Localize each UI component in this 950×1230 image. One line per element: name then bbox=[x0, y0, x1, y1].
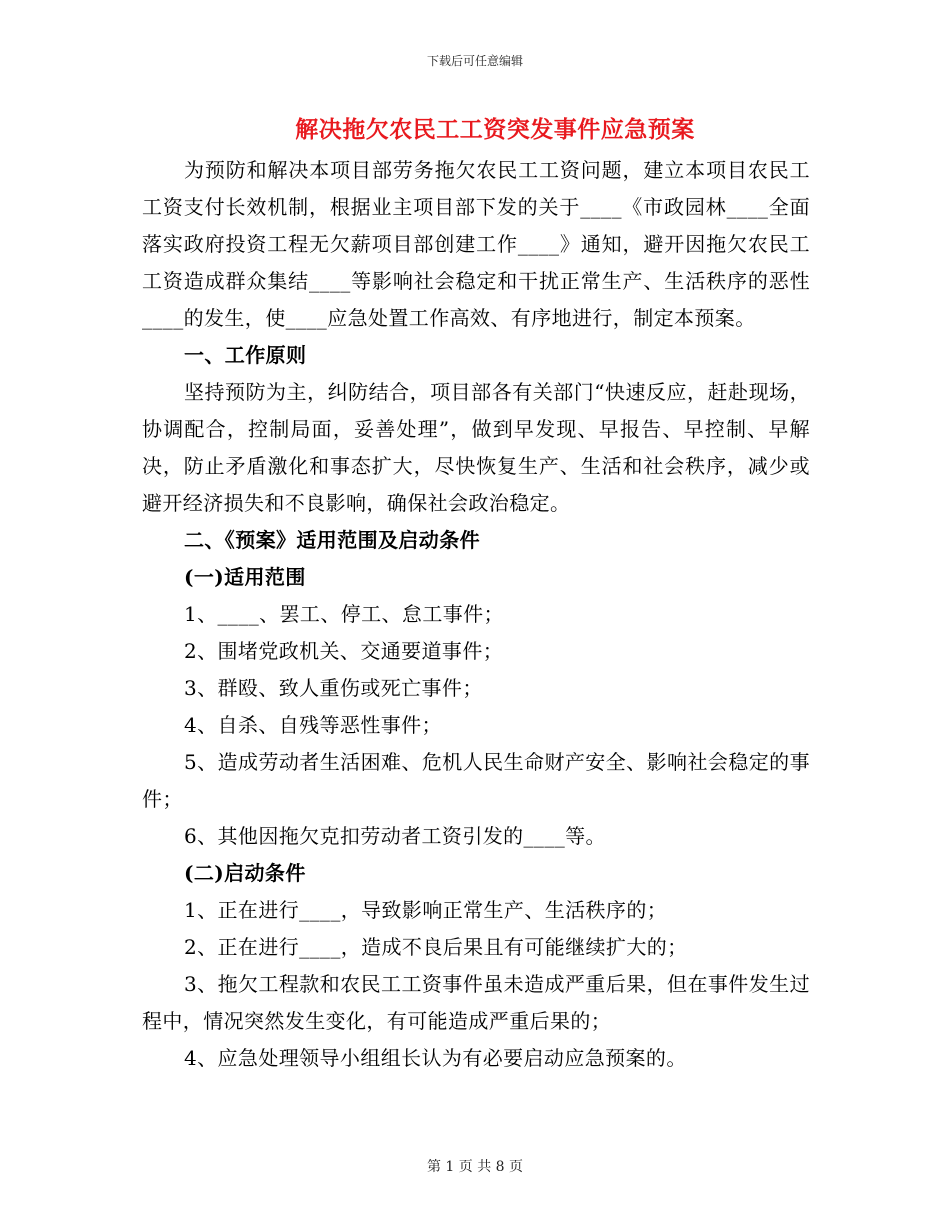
subsection-heading-conditions: (二)启动条件 bbox=[184, 861, 306, 885]
subsection-heading-scope: (一)适用范围 bbox=[184, 565, 306, 589]
page-header: 下载后可任意编辑 bbox=[426, 54, 523, 68]
condition-item: 3、拖欠工程款和农民工工资事件虽未造成严重后果，但在事件发生过程中，情况突然发生变化，有可能造成严重后果的； bbox=[142, 972, 810, 1033]
scope-item: 1、____、罢工、停工、怠工事件； bbox=[184, 602, 504, 626]
page-footer: 第 1 页 共 8 页 bbox=[426, 1159, 524, 1175]
intro-paragraph: 为预防和解决本项目部劳务拖欠农民工工资问题，建立本项目农民工工资支付长效机制，根据业主项目部下发的关于____《市政园林____全面落实政府投资工程无欠薪项目部创建工作____》通知，避开因拖欠农民工工资造成群众集结____等影响社会稳定和干扰正常生产、生活秩序的恶性____的发生，使____应急处置工作高效、有序地进行，制定本预案。 bbox=[142, 158, 810, 330]
condition-item: 4、应急处理领导小组组长认为有必要启动应急预案的。 bbox=[184, 1046, 687, 1070]
document-body bbox=[142, 152, 810, 1077]
section-heading-scope: 二、《预案》适用范围及启动条件 bbox=[184, 528, 480, 552]
condition-item: 2、正在进行____，造成不良后果且有可能继续扩大的； bbox=[184, 935, 688, 959]
section-heading-principles: 一、工作原则 bbox=[184, 343, 307, 367]
document-title: 解决拖欠农民工工资突发事件应急预案 bbox=[295, 116, 695, 143]
scope-item: 5、造成劳动者生活困难、危机人民生命财产安全、影响社会稳定的事件； bbox=[142, 750, 810, 811]
scope-item: 2、围堵党政机关、交通要道事件； bbox=[184, 639, 504, 663]
scope-item: 3、群殴、致人重伤或死亡事件； bbox=[184, 676, 483, 700]
scope-item: 4、自杀、自残等恶性事件； bbox=[184, 713, 442, 737]
condition-item: 1、正在进行____，导致影响正常生产、生活秩序的； bbox=[184, 898, 668, 922]
principles-paragraph: 坚持预防为主，纠防结合，项目部各有关部门“快速反应，赶赴现场，协调配合，控制局面，妥善处理”，做到早发现、早报告、早控制、早解决，防止矛盾激化和事态扩大，尽快恢复生产、生活和社会秩序，减少或避开经济损失和不良影响，确保社会政治稳定。 bbox=[142, 380, 810, 515]
scope-item: 6、其他因拖欠克扣劳动者工资引发的____等。 bbox=[184, 824, 606, 848]
